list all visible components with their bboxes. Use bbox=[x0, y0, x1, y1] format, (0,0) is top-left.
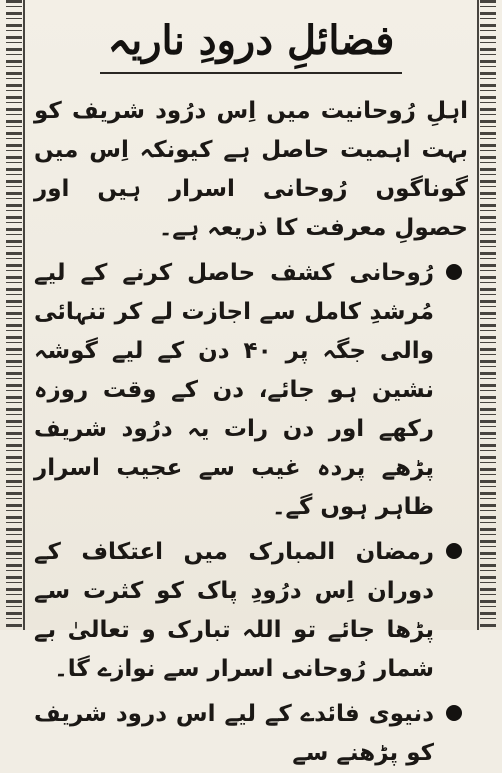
bullet-text: رمضان المبارک میں اعتکاف کے دوران اِس درُودِ پاک کو کثرت سے پڑھا جائے تو اللہ تبارک و تعالیٰ بے شمار رُوحانی اسرار سے نوازے گا۔ bbox=[34, 539, 434, 682]
article-body bbox=[34, 92, 468, 766]
title-underline bbox=[100, 72, 402, 74]
bullet-text: دنیوی فائدے کے لیے اس درود شریف کو پڑھنے سے bbox=[34, 701, 434, 766]
intro-paragraph: اہلِ رُوحانیت میں اِس درُود شریف کو بہت اہمیت حاصل ہے کیونکہ اِس میں گوناگوں رُوحانی اسرار ہیں اور حصولِ معرفت کا ذریعہ ہے۔ bbox=[34, 98, 468, 241]
bullet-item bbox=[34, 533, 468, 689]
bullet-dot-icon bbox=[446, 264, 462, 280]
page-title: فضائلِ درودِ ناریہ bbox=[107, 16, 395, 64]
right-decorative-border bbox=[480, 0, 496, 630]
bullet-text: رُوحانی کشف حاصل کرنے کے لیے مُرشدِ کامل سے اجازت لے کر تنہائی والی جگہ پر ۴۰ دن کے لیے گوشہ نشین ہو جائے، دن کے وقت روزہ رکھے اور دن رات یہ درُود شریف پڑھے پردہ غیب سے عجیب اسرار ظاہر ہوں گے۔ bbox=[34, 260, 434, 520]
bullet-dot-icon bbox=[446, 543, 462, 559]
bullet-item bbox=[34, 695, 468, 773]
bullet-dot-icon bbox=[446, 705, 462, 721]
title-area bbox=[60, 8, 442, 72]
bullet-item bbox=[34, 254, 468, 527]
left-decorative-border bbox=[6, 0, 22, 630]
